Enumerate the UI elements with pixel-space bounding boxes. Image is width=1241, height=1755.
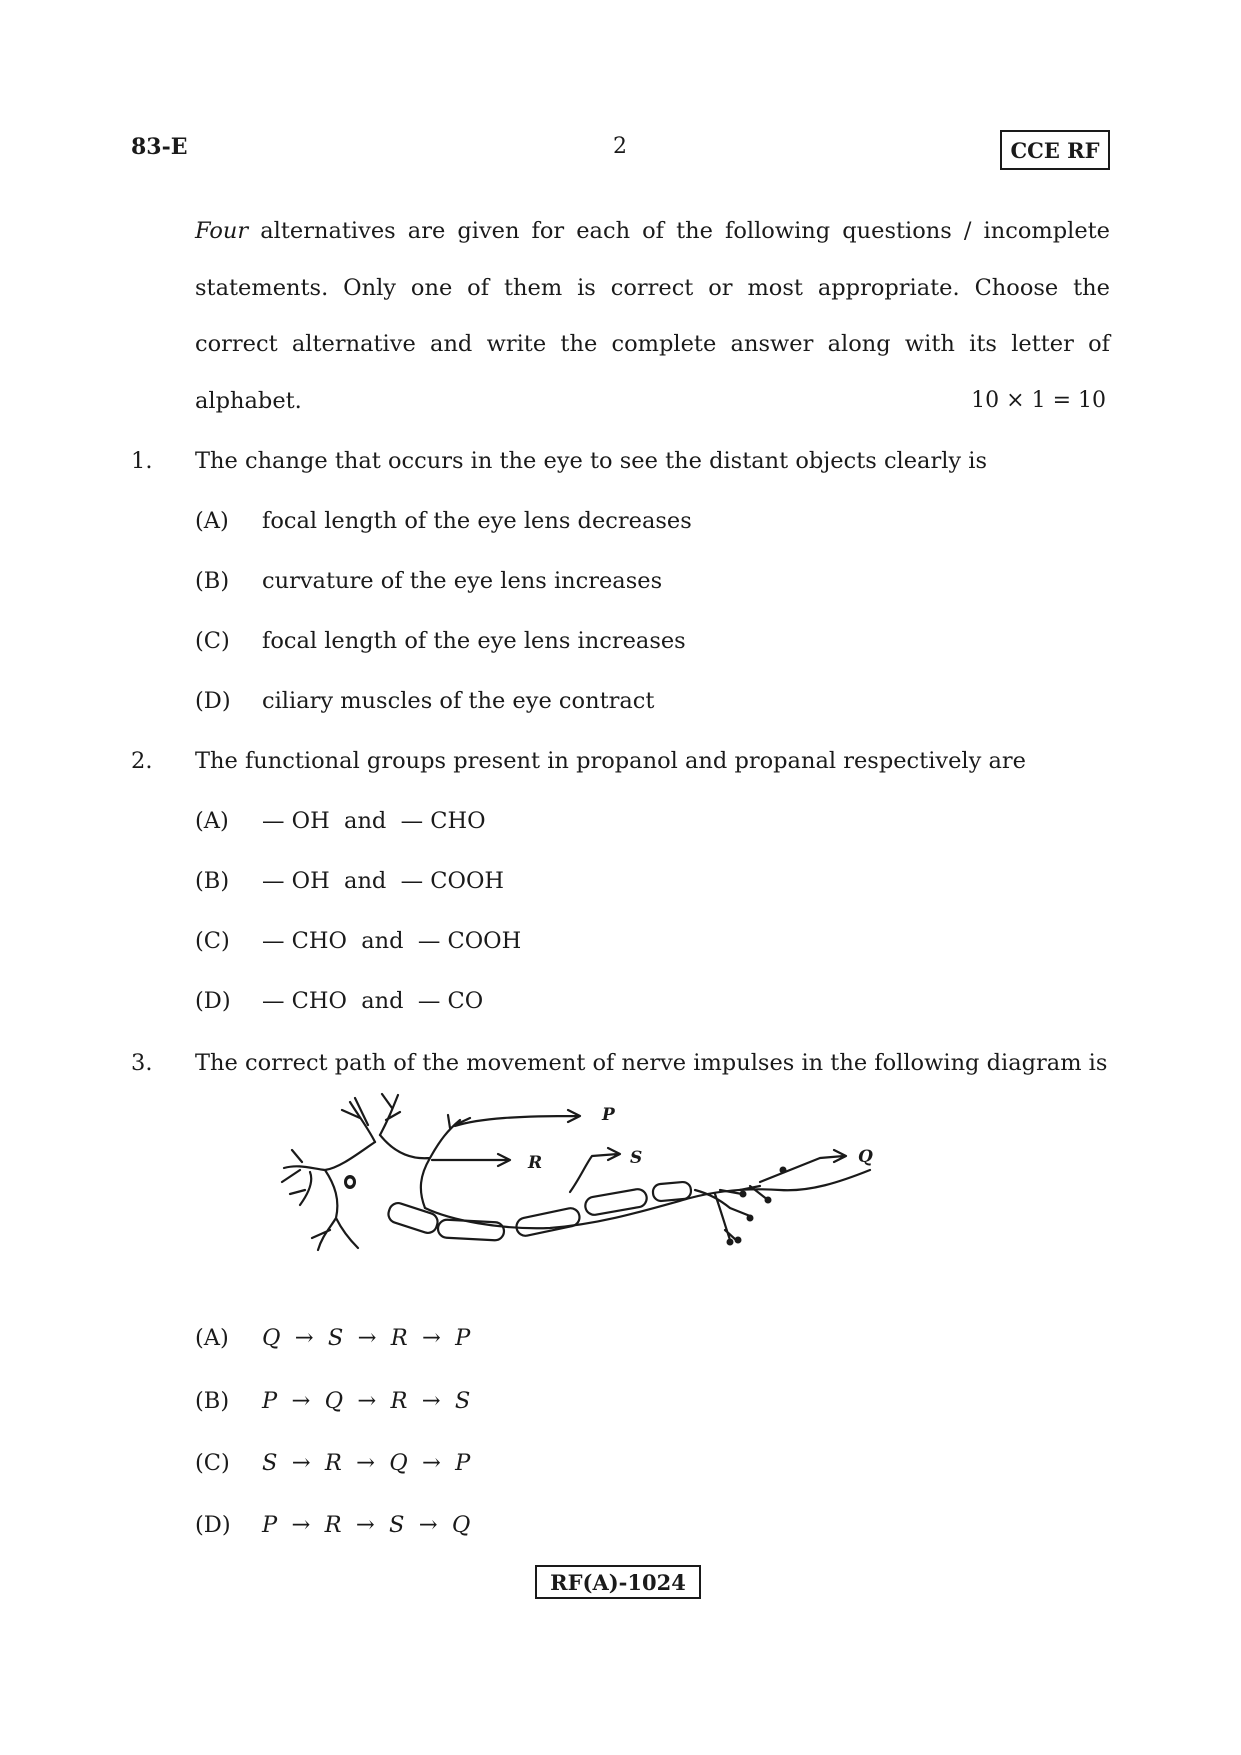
axon-terminal: [695, 1186, 768, 1240]
q1-option-a-label: (A): [195, 508, 229, 534]
myelin-sheath: [515, 1207, 581, 1238]
question-2-number: 2.: [131, 748, 153, 774]
myelin-sheath: [386, 1201, 440, 1235]
label-r: R: [528, 1153, 543, 1173]
question-2-text: The functional groups present in propanol and propanal respectively are: [195, 748, 1026, 774]
q2-option-c-text: — CHO and — COOH: [262, 928, 522, 954]
q3-option-a-text: Q → S → R → P: [262, 1325, 471, 1351]
q2-option-d-label: (D): [195, 988, 231, 1014]
q3-option-a-label: (A): [195, 1325, 229, 1351]
myelin-sheath: [652, 1181, 691, 1201]
arrow-s: [570, 1148, 620, 1192]
q3-option-b-label: (B): [195, 1388, 230, 1414]
q1-option-c-text: focal length of the eye lens increases: [262, 628, 686, 654]
terminal-bouton: [765, 1197, 772, 1204]
q3-option-c-text: S → R → Q → P: [262, 1450, 471, 1476]
q1-option-d-label: (D): [195, 688, 231, 714]
q2-option-a-label: (A): [195, 808, 229, 834]
terminal-bouton: [727, 1239, 734, 1246]
series-badge: CCE RF: [1000, 130, 1110, 170]
arrow-p: [455, 1110, 580, 1126]
nucleus-inner: [347, 1179, 353, 1186]
page-number: 2: [613, 134, 627, 159]
q2-option-d-text: — CHO and — CO: [262, 988, 484, 1014]
q2-option-a-text: — OH and — CHO: [262, 808, 486, 834]
terminal-bouton: [747, 1215, 754, 1222]
terminal-bouton: [740, 1191, 747, 1198]
cell-body: [282, 1115, 470, 1250]
q3-option-d-text: P → R → S → Q: [262, 1512, 471, 1538]
label-p: P: [602, 1105, 615, 1125]
q3-option-d-label: (D): [195, 1512, 231, 1538]
q1-option-c-label: (C): [195, 628, 230, 654]
q1-option-b-label: (B): [195, 568, 230, 594]
q3-option-b-text: P → Q → R → S: [262, 1388, 471, 1414]
question-1-number: 1.: [131, 448, 153, 474]
dendrite: [342, 1094, 400, 1142]
neuron-diagram: [280, 1090, 960, 1270]
marks-allocation: 10 × 1 = 10: [971, 388, 1106, 413]
q2-option-b-text: — OH and — COOH: [262, 868, 505, 894]
q2-option-c-label: (C): [195, 928, 230, 954]
question-3-text: The correct path of the movement of nerve impulses in the following diagram is: [195, 1050, 1108, 1076]
instructions-lead-word: Four: [195, 218, 249, 244]
paper-code: 83-E: [131, 134, 188, 160]
arrow-q: [760, 1150, 846, 1182]
q2-option-b-label: (B): [195, 868, 230, 894]
q1-option-d-text: ciliary muscles of the eye contract: [262, 688, 655, 714]
arrow-r: [432, 1154, 510, 1166]
terminal-bouton: [735, 1237, 742, 1244]
instructions-text: alternatives are given for each of the following questions / incomplete statements. Only one of them is correct or most appropriate. Choose the correct alternative and write the complete answer along with its letter of alphabet.: [195, 218, 1110, 414]
question-3-number: 3.: [131, 1050, 153, 1076]
q3-option-c-label: (C): [195, 1450, 230, 1476]
label-q: Q: [858, 1147, 873, 1167]
q1-option-a-text: focal length of the eye lens decreases: [262, 508, 692, 534]
q1-option-b-text: curvature of the eye lens increases: [262, 568, 663, 594]
question-1-text: The change that occurs in the eye to see the distant objects clearly is: [195, 448, 988, 474]
footer-code: RF(A)-1024: [535, 1565, 701, 1599]
label-s: S: [630, 1148, 643, 1168]
